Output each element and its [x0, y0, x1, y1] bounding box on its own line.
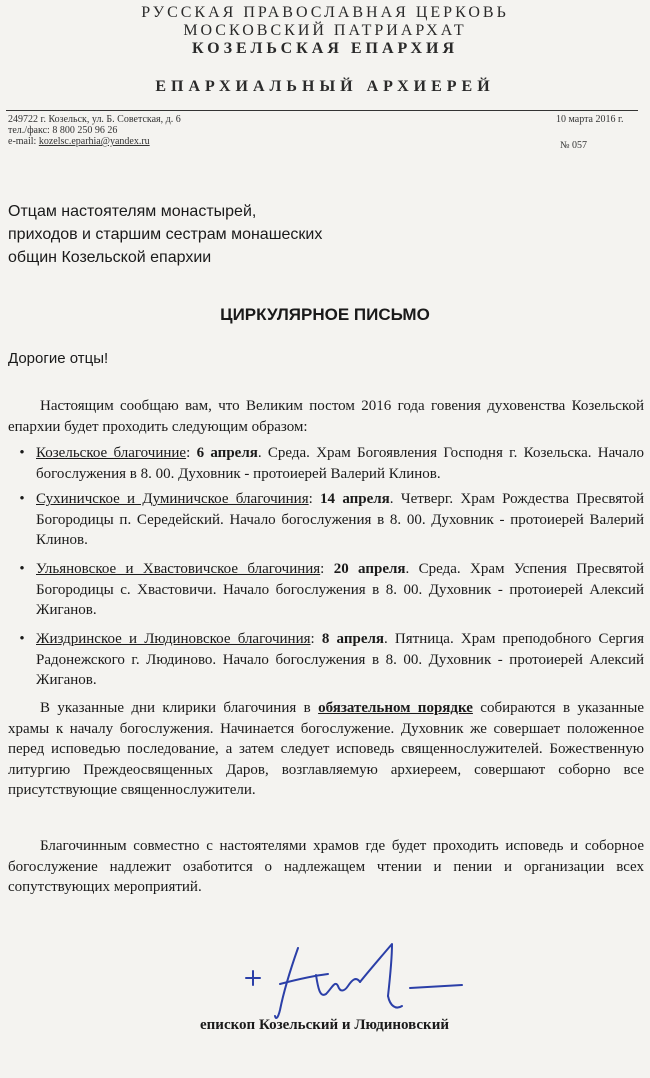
contact-block: [8, 114, 181, 147]
list-item: [8, 559, 644, 621]
bishop-signature-title: епископ Козельский и Людиновский: [200, 1017, 449, 1033]
confession-date: 8 апреля: [321, 631, 385, 647]
list-item-text: Козельское благочиние: 6 апреля. Среда. Храм Богоявления Господня г. Козельска. Начало богослужения в 8. 00. Духовник - протоиерей Валерий Клинов.: [36, 445, 644, 482]
greeting: Дорогие отцы!: [8, 350, 109, 367]
letter-number: № 057: [560, 140, 588, 151]
list-item: [8, 443, 644, 484]
list-item-text: Ульяновское и Хвастовичское благочиния: 20 апреля. Среда. Храм Успения Пресвятой Богородицы с. Хвастовичи. Начало богослужения в 8. 00. Духовник - протоиерей Алексий Жиганов.: [36, 561, 644, 618]
item-details: . Среда. Храм Богоявления Господня г. Козельска. Начало богослужения в 8. 00. Духовник - протоиерей Валерий Клинов.: [36, 445, 644, 482]
list-item: [8, 629, 644, 691]
signature-image: [240, 930, 480, 1025]
instructions-paragraph: [8, 698, 644, 801]
header-eparchy: КОЗЕЛЬСКАЯ ЕПАРХИЯ: [191, 40, 459, 57]
item-details: . Среда. Храм Успения Пресвятой Богородицы с. Хвастовичи. Начало богослужения в 8. 00. Духовник - протоиерей Алексий Жиганов.: [36, 561, 644, 618]
header-divider: [6, 110, 638, 111]
para2-after: собираются в указанные храмы к началу богослужения. Начинается богослужение. Духовник же совершает положенное перед исповедью последование, а затем следует исповедь священнослужителей. Божественную литургию Преждеосвященных Даров, возглавляемую архиереем, совершают соборно все присутствующие священнослужители.: [8, 700, 645, 798]
deanery-name: Ульяновское и Хвастовичское благочиния: [36, 561, 321, 577]
item-details: . Четверг. Храм Рождества Пресвятой Богородицы п. Середейский. Начало богослужения в 8. 00. Духовник - протоиерей Валерий Клинов.: [36, 491, 644, 548]
confession-date: 14 апреля: [320, 491, 390, 507]
letter-date: 10 марта 2016 г.: [556, 114, 624, 125]
emphasis-mandatory: обязательном порядке: [318, 700, 473, 716]
bullet-icon: •: [19, 561, 25, 577]
email-link[interactable]: kozelsc.eparhia@yandex.ru: [38, 136, 150, 147]
email-line: [8, 136, 181, 147]
confession-date: 20 апреля: [333, 561, 406, 577]
intro-paragraph: Настоящим сообщаю вам, что Великим постом 2016 года говения духовенства Козельской епархии будет проходить следующим образом:: [8, 398, 644, 435]
list-item-text: Жиздринское и Людиновское благочиния: 8 апреля. Пятница. Храм преподобного Сергия Радонежского г. Людиново. Начало богослужения в 8. 00. Духовник - протоиерей Алексий Жиганов.: [36, 631, 644, 688]
deanery-name: Козельское благочиние: [36, 445, 187, 461]
phone-fax: тел./факс: 8 800 250 96 26: [8, 125, 118, 136]
list-item: [8, 489, 644, 551]
para2-before: В указанные дни клирики благочиния в: [40, 700, 319, 716]
letter-title: ЦИРКУЛЯРНОЕ ПИСЬМО: [220, 305, 430, 324]
addressee-line: общин Козельской епархии: [8, 249, 212, 266]
item-details: . Пятница. Храм преподобного Сергия Радонежского г. Людиново. Начало богослужения в 8. 00. Духовник - протоиерей Алексий Жиганов.: [36, 631, 644, 688]
postal-address: 249722 г. Козельск, ул. Б. Советская, д. 6: [8, 114, 181, 125]
addressee-block: [8, 200, 322, 269]
addressee-line: Отцам настоятелям монастырей,: [8, 203, 257, 220]
addressee-line: приходов и старшим сестрам монашеских: [8, 226, 323, 243]
deanery-name: Сухиничское и Думиничское благочиния: [36, 491, 309, 507]
deans-paragraph: Благочинным совместно с настоятелями храмов где будет проходить исповедь и соборное богослужение надлежит озаботится о надлежащем чтении и пении и организации всех сопутствующих мероприятий.: [8, 838, 644, 895]
bullet-icon: •: [19, 445, 25, 461]
bullet-icon: •: [19, 631, 25, 647]
list-item-text: Сухиничское и Думиничское благочиния: 14 апреля. Четверг. Храм Рождества Пресвятой Богородицы п. Середейский. Начало богослужения в 8. 00. Духовник - протоиерей Валерий Клинов.: [36, 491, 644, 548]
bullet-icon: •: [19, 491, 25, 507]
header-bishop: ЕПАРХИАЛЬНЫЙ АРХИЕРЕЙ: [155, 78, 495, 95]
confession-date: 6 апреля: [196, 445, 258, 461]
email-label: e-mail:: [8, 136, 39, 147]
deanery-name: Жиздринское и Людиновское благочиния: [36, 631, 311, 647]
header-patriarchate: МОСКОВСКИЙ ПАТРИАРХАТ: [183, 22, 467, 39]
header-church: РУССКАЯ ПРАВОСЛАВНАЯ ЦЕРКОВЬ: [141, 4, 509, 21]
